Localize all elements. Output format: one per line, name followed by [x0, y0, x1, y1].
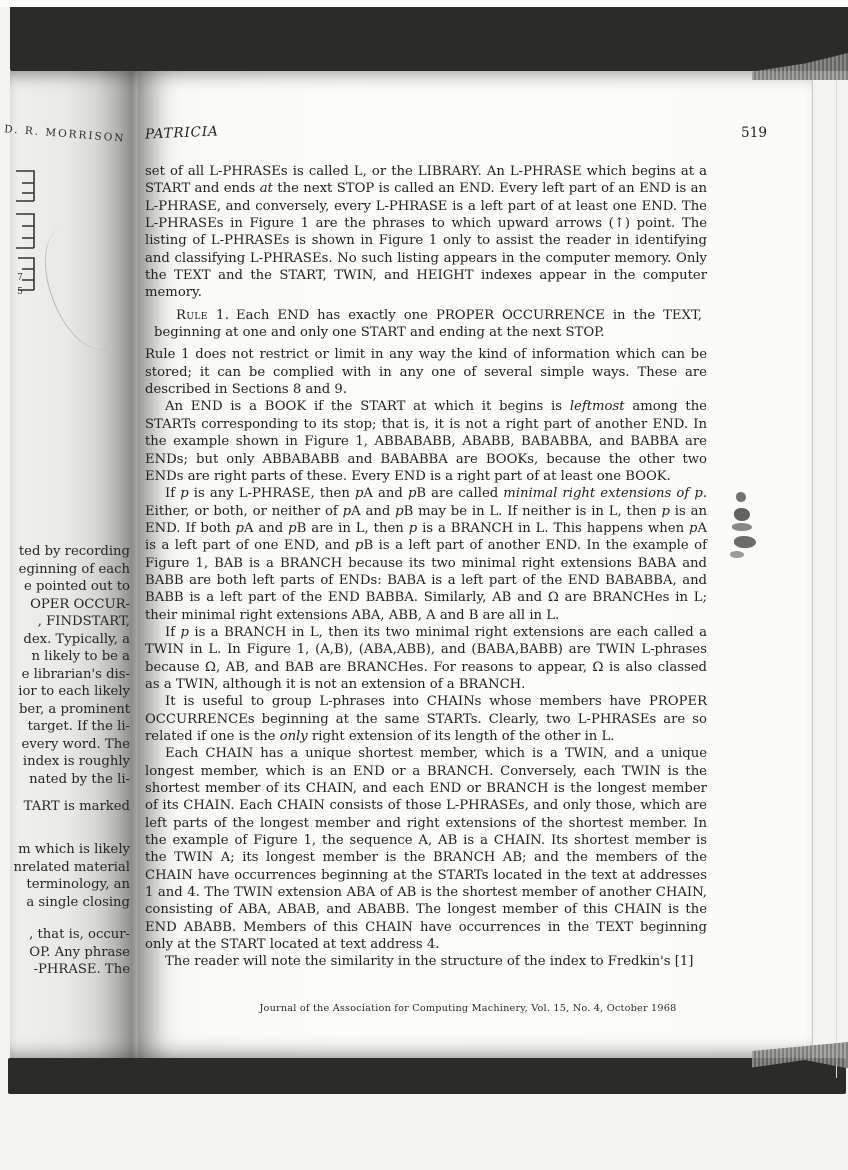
scanner-dark-band-top — [10, 7, 848, 71]
clipped-text-line: OP. Any phrase — [29, 944, 130, 960]
clipped-text-line: ior to each likely — [18, 684, 130, 699]
clipped-text-line: index is roughly — [22, 754, 130, 769]
italic-text: p — [689, 520, 698, 536]
text-run: It is useful to group L-phrases into CHAINs whose members have PROPER OCCURRENCEs beginning at the same STARTs. Clearly, two L-PHRASEs are so related if one is the — [145, 694, 707, 744]
left-page-text-fragment — [29, 926, 130, 979]
journal-footer: Journal of the Association for Computing Machinery, Vol. 15, No. 4, October 1968 — [259, 1003, 677, 1014]
body-text-column — [145, 163, 707, 971]
body-paragraph — [145, 624, 707, 693]
text-run: A and — [363, 486, 408, 502]
italic-text: p — [180, 486, 189, 502]
text-run: is any L-PHRASE, then — [188, 486, 355, 502]
text-run: B is a left part of another END. In the example of Figure 1, BAB is a BRANCH because its two minimal right extensions BABA and BABB are both left parts of ENDs: BABA is a left part of the END BABABBA, and BABB is a left part of the END BABBA. Similarly, AB and Ω are BRANCHes in L; their minimal right extensions ABA, ABB, A and B are all in L. — [145, 538, 707, 623]
italic-text: p — [180, 624, 189, 640]
ink-smudge — [736, 492, 746, 502]
rule-paragraph — [154, 307, 702, 342]
page-header — [145, 125, 767, 141]
clipped-text-line: every word. The — [21, 736, 130, 752]
clipped-text-line: terminology, an — [26, 877, 130, 892]
italic-text: p — [661, 503, 670, 519]
italic-text: p — [355, 538, 364, 554]
clipped-text-line: eginning of each — [18, 561, 130, 577]
text-run: If — [165, 486, 181, 502]
body-paragraph — [145, 398, 707, 485]
running-head-title: PATRICIA — [144, 123, 219, 143]
clipped-text-line: OPER OCCUR- — [30, 596, 130, 612]
clipped-text-line: m which is likely — [18, 842, 130, 857]
body-paragraph — [145, 745, 707, 953]
text-run: the next STOP is called an END. Every left part of an END is an L-PHRASE, and conversely, every L-PHRASE is a left part of at least one END. The L-PHRASEs in Figure 1 are the phrases to which upward arrows (↑) point. The listing of L-PHRASEs is shown in Figure 1 only to assist the reader in identifying and classifying L-PHRASEs. No such listing appears in the computer memory. Only the TEXT and the START, TWIN, and HEIGHT indexes appear in the computer memory. — [145, 181, 707, 301]
page-edge-line — [836, 78, 837, 1078]
page-curl-line — [32, 212, 149, 361]
italic-text: minimal right extensions of p — [503, 486, 703, 502]
clipped-text-line: , that is, occur- — [29, 927, 130, 942]
clipped-text-line: target. If the li- — [27, 719, 130, 734]
text-run: is an END. If both — [145, 503, 707, 536]
italic-text: p — [235, 520, 244, 536]
italic-text: p — [288, 520, 297, 536]
figure-digit: 5 — [17, 287, 23, 297]
text-run: Each END has exactly one PROPER OCCURRENCE in the TEXT, beginning at one and only one START and ending at the next STOP. — [154, 307, 702, 341]
italic-text: at — [259, 181, 273, 197]
text-run: B are in L, then — [296, 520, 409, 536]
clipped-text-line: e librarian's dis- — [21, 666, 130, 682]
figure-edge-digits — [14, 271, 26, 299]
left-running-head: D. R. MORRISON — [4, 123, 127, 145]
text-run: B are called — [416, 486, 504, 502]
body-paragraph — [145, 346, 707, 398]
clipped-text-line: ted by recording — [18, 544, 130, 559]
body-paragraph — [145, 163, 707, 302]
italic-text: p — [342, 503, 352, 519]
text-run: A and — [351, 503, 396, 519]
clipped-text-line: ber, a prominent — [18, 701, 130, 717]
ink-smudge — [734, 508, 750, 521]
body-paragraph — [145, 485, 707, 624]
text-run: A and — [243, 520, 289, 536]
body-paragraph — [145, 693, 707, 745]
italic-text: only — [279, 729, 308, 744]
clipped-text-line: nrelated material — [13, 859, 130, 875]
text-run: is a BRANCH in L. This happens when — [417, 520, 689, 536]
italic-text: p — [407, 486, 417, 502]
text-run: among the STARTs corresponding to its stop; that is, it is not a right part of another END. In the example shown in Figure 1, ABBABABB, ABABB, BABABBA, and BABBA are ENDs; but only ABBABABB and BABABBA are BOOKs, because the other two ENDs are right parts of these. Every END is a right part of at least one BOOK. — [145, 399, 707, 484]
text-run: B may be in L. If neither is in L, then — [403, 503, 662, 519]
text-run: Each CHAIN has a unique shortest member, which is a TWIN, and a unique longest member, which is an END or a BRANCH. Conversely, each TWIN is the shortest member of its CHAIN, and each END or BRANCH is the longest member of its CHAIN. Each CHAIN consists of those L-PHRASEs, and only those, which are left parts of the longest member and right extensions of the shortest member. In the example of Figure 1, the sequence A, AB is a CHAIN. Its shortest member is the TWIN A; its longest member is the BRANCH AB; and the members of the CHAIN have occurrences beginning at the STARTs located in the text at addresses 1 and 4. The TWIN extension ABA of AB is the shortest member of another CHAIN, consisting of ABA, ABAB, and ABABB. The longest member of this CHAIN is the END ABABB. Members of this CHAIN have occurrences in the TEXT beginning only at the START located at text address 4. — [145, 746, 707, 953]
small-caps-text: Rule 1. — [176, 307, 230, 323]
text-run: set of all L-PHRASEs is called L, or the LIBRARY. An L-PHRASE which begins at a START and ends — [145, 164, 707, 197]
scanner-top-margin — [0, 0, 848, 7]
italic-text: p — [354, 486, 364, 502]
clipped-text-line: dex. Typically, a — [23, 631, 130, 647]
text-run: An END is a BOOK if the START at which it begins is — [165, 399, 570, 415]
scanner-dark-band-bottom — [8, 1058, 846, 1094]
right-page — [138, 71, 813, 1058]
clipped-text-line: n likely to be a — [31, 649, 130, 664]
left-page-text-fragment — [24, 798, 130, 816]
clipped-text-line: nated by the li- — [29, 771, 130, 787]
body-paragraph — [145, 953, 707, 970]
text-run: If — [165, 624, 181, 640]
clipped-text-line: -PHRASE. The — [33, 962, 130, 977]
left-page-sliver — [4, 71, 138, 1058]
text-run: Rule 1 does not restrict or limit in any way the kind of information which can be stored; it can be complied with in any one of several simple ways. These are described in Sections 8 and 9. — [145, 347, 707, 398]
clipped-text-line: a single closing — [26, 894, 130, 910]
ink-smudge — [734, 536, 756, 548]
ink-smudge — [732, 523, 752, 531]
figure-digit: 7 — [17, 273, 23, 283]
clipped-text-line: , FINDSTART, — [37, 614, 130, 629]
text-run: . Either, or both, or neither of — [145, 486, 707, 519]
scanner-bottom-margin — [0, 1094, 848, 1170]
text-run: is a BRANCH in L, then its two minimal right extensions are each called a TWIN in L. In Figure 1, (A,B), (ABA,ABB), and (BABA,BABB) are TWIN L-phrases because Ω, AB, and BAB are BRANCHes. For reasons to appear, Ω is also classed as a TWIN, although it is not an extension of a BRANCH. — [145, 624, 707, 692]
page-number: 519 — [741, 125, 767, 141]
ink-smudge — [730, 551, 744, 558]
italic-text: leftmost — [569, 399, 625, 415]
italic-text: p — [395, 503, 404, 519]
text-run: A is a left part of one END, and — [145, 520, 707, 554]
italic-text: p — [408, 520, 418, 536]
text-run: The reader will note the similarity in the structure of the index to Fredkin's [1] — [165, 954, 694, 970]
clipped-text-line: TART is marked — [23, 799, 130, 814]
left-page-text-fragment — [14, 841, 131, 911]
text-run: right extension of its length of the other in L. — [307, 729, 615, 744]
clipped-text-line: e pointed out to — [24, 579, 130, 594]
left-page-text-fragment — [18, 543, 130, 788]
